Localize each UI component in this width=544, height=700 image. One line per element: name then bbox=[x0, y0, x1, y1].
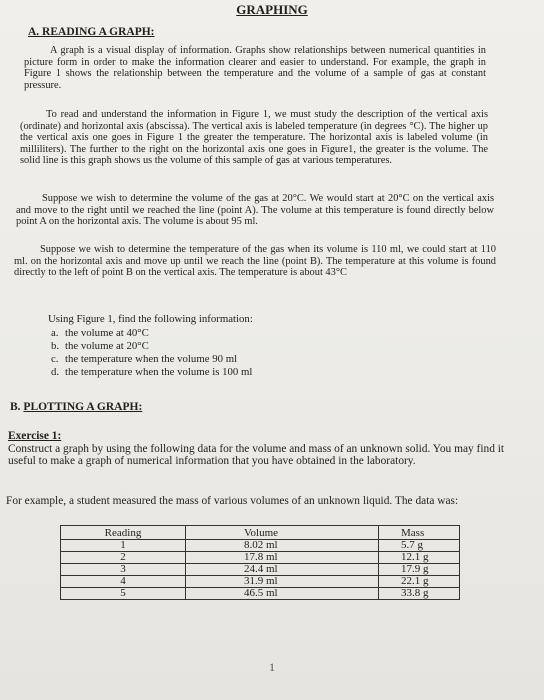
paragraph-intro: A graph is a visual display of information. Graphs show relationships between numerical quantities in picture form in order to make the information clearer and easier to understand. For example, the graph in Figure 1 shows the relationship between the temperature and the volume of a sample of gas at constant pressure. bbox=[24, 45, 486, 91]
table-row bbox=[61, 564, 460, 576]
paragraph-axes: To read and understand the information in Figure 1, we must study the description of the vertical axis (ordinate) and horizontal axis (abscissa). The vertical axis is labeled temperature (in degrees °C). The higher up the vertical axis one goes in Figure 1 the greater the temperature. The horizontal axis is labeled volume (in milliliters). The further to the right on the horizontal axis one goes in Figure1, the greater is the volume. The solid line is this graph shows us the volume of this sample of gas at various temperatures. bbox=[20, 109, 488, 167]
exercise-text: Construct a graph by using the following data for the volume and mass of an unknown solid. You may find it useful to make a graph of numerical information that you have obtained in the laboratory. bbox=[8, 442, 505, 468]
column-header: Volume bbox=[186, 526, 379, 540]
question-item: c. the temperature when the volume 90 ml bbox=[51, 353, 238, 365]
table-cell: 4 bbox=[61, 576, 186, 588]
page-title: GRAPHING bbox=[236, 2, 308, 17]
table-cell: 17.8 ml bbox=[186, 552, 379, 564]
table-cell: 3 bbox=[61, 564, 186, 576]
column-header: Mass bbox=[379, 526, 460, 540]
table-row bbox=[61, 540, 460, 552]
table-cell: 31.9 ml bbox=[186, 576, 379, 588]
table-cell: 1 bbox=[61, 540, 186, 552]
table-cell: 5 bbox=[61, 588, 186, 600]
questions-list bbox=[48, 313, 448, 379]
table-cell: 24.4 ml bbox=[186, 564, 379, 576]
table-cell: 33.8 g bbox=[379, 588, 460, 600]
question-item: d. the temperature when the volume is 100 ml bbox=[51, 366, 253, 378]
paragraph-volume-example: Suppose we wish to determine the volume of the gas at 20°C. We would start at 20°C on the vertical axis and move to the right until we reached the line (point A). The volume at this temperature is found directly below point A on the horizontal axis. The volume is about 95 ml. bbox=[16, 193, 494, 228]
table-cell: 22.1 g bbox=[379, 576, 460, 588]
question-item: a. the volume at 40°C bbox=[51, 327, 149, 339]
data-table bbox=[60, 525, 460, 600]
page-number: 1 bbox=[269, 660, 275, 674]
exercise-block bbox=[8, 430, 518, 468]
question-item: b. the volume at 20°C bbox=[51, 340, 149, 352]
table-row bbox=[61, 576, 460, 588]
section-a-heading: A. READING A GRAPH: bbox=[28, 26, 155, 38]
table-row bbox=[61, 552, 460, 564]
column-header: Reading bbox=[61, 526, 186, 540]
table-cell: 5.7 g bbox=[379, 540, 460, 552]
example-text: For example, a student measured the mass of various volumes of an unknown liquid. The data was: bbox=[6, 495, 459, 507]
table-cell: 46.5 ml bbox=[186, 588, 379, 600]
questions-intro: Using Figure 1, find the following information: bbox=[48, 313, 253, 325]
section-b-heading: B. PLOTTING A GRAPH: bbox=[10, 401, 143, 413]
table-cell: 8.02 ml bbox=[186, 540, 379, 552]
table-cell: 17.9 g bbox=[379, 564, 460, 576]
exercise-title: Exercise 1: bbox=[8, 430, 62, 442]
paragraph-temperature-example: Suppose we wish to determine the temperature of the gas when its volume is 110 ml, we could start at 110 ml. on the horizontal axis and move up until we reach the line (point B). The temperature at this volume is found directly to the left of point B on the vertical axis. The temperature is about 43°C bbox=[14, 244, 496, 279]
table-header-row bbox=[61, 526, 460, 540]
table-row bbox=[61, 588, 460, 600]
table-cell: 12.1 g bbox=[379, 552, 460, 564]
table-cell: 2 bbox=[61, 552, 186, 564]
